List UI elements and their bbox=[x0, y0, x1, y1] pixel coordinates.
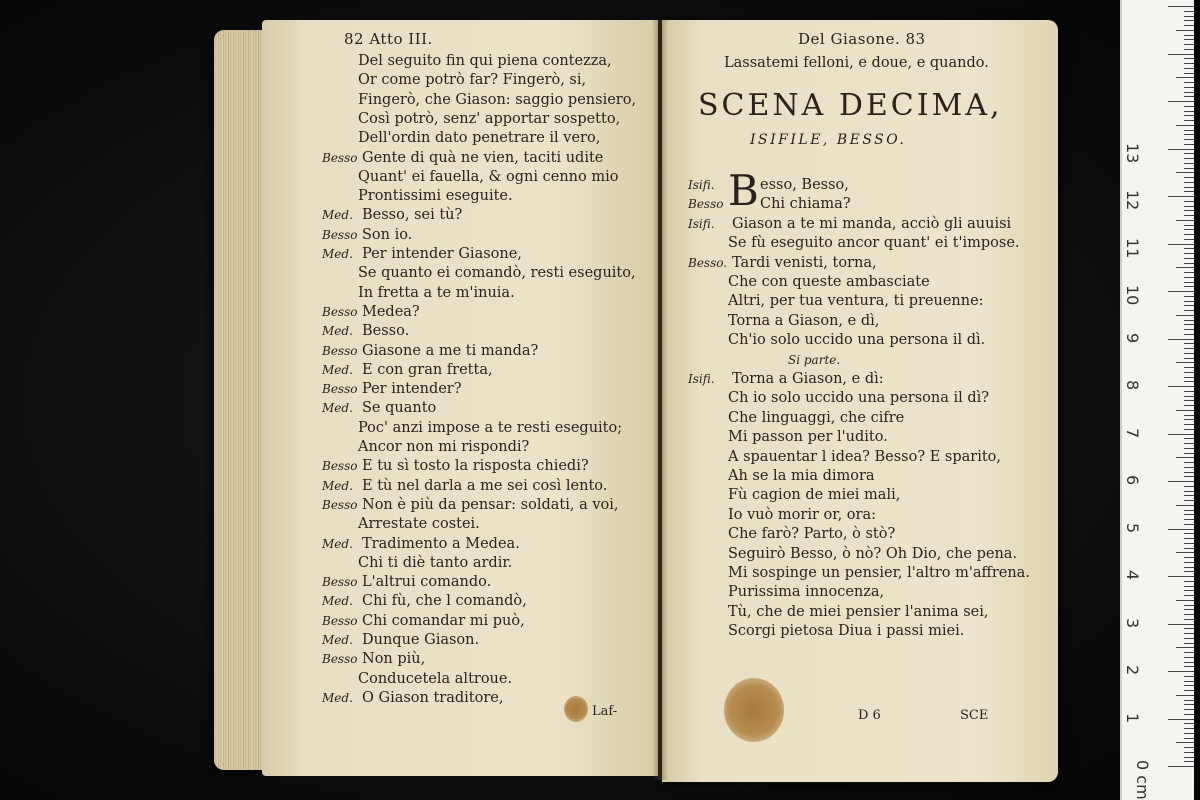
ruler-tick bbox=[1184, 343, 1194, 344]
ruler-tick bbox=[1184, 258, 1194, 259]
ruler-tick bbox=[1168, 529, 1194, 530]
ruler-tick bbox=[1184, 310, 1194, 311]
ruler-unit-label: 0 cm bbox=[1133, 760, 1152, 800]
verse-line: Che con queste ambasciate bbox=[728, 274, 930, 290]
ruler-tick bbox=[1176, 77, 1194, 78]
ruler-tick bbox=[1184, 320, 1194, 321]
ruler-tick bbox=[1168, 101, 1194, 102]
verse-line: Io vuò morir or, ora: bbox=[728, 506, 877, 523]
book-gutter bbox=[652, 20, 668, 780]
ruler-tick bbox=[1184, 115, 1194, 116]
speaker-label: Med. bbox=[322, 401, 353, 416]
ruler-tick bbox=[1184, 87, 1194, 88]
ruler-tick bbox=[1184, 16, 1194, 17]
ruler-tick bbox=[1184, 225, 1194, 226]
ruler-tick bbox=[1184, 187, 1194, 188]
verse-line: Giasone a me ti manda? bbox=[362, 342, 539, 359]
verse-line: Or come potrò far? Fingerò, si, bbox=[358, 72, 587, 89]
speaker-label: Besso bbox=[322, 575, 358, 590]
ruler-tick bbox=[1184, 609, 1194, 610]
speaker-label: Besso bbox=[322, 459, 358, 474]
ruler-number: 11 bbox=[1123, 237, 1142, 258]
ruler-tick bbox=[1184, 415, 1194, 416]
verse-line: Mi passon per l'udito. bbox=[728, 429, 888, 446]
ruler-tick bbox=[1184, 144, 1194, 145]
verse-line: Che linguaggi, che cifre bbox=[728, 409, 905, 426]
ruler-tick bbox=[1176, 647, 1194, 648]
ruler-tick bbox=[1168, 624, 1194, 625]
ruler-tick bbox=[1184, 510, 1194, 511]
ruler-tick bbox=[1184, 277, 1194, 278]
ruler-tick bbox=[1184, 633, 1194, 634]
ruler-tick bbox=[1168, 54, 1194, 55]
right-first-line: Lassatemi felloni, e doue, e quando. bbox=[724, 55, 989, 71]
ruler-tick bbox=[1184, 728, 1194, 729]
verse-line: Tardi venisti, torna, bbox=[732, 254, 877, 271]
ruler-tick bbox=[1184, 761, 1194, 762]
verse-line: O Giason traditore, bbox=[362, 689, 504, 706]
speaker-label: Med. bbox=[322, 594, 353, 609]
ruler-number: 6 bbox=[1123, 475, 1142, 486]
ruler-tick bbox=[1184, 358, 1194, 359]
ruler-tick bbox=[1184, 738, 1194, 739]
scene-characters: ISIFILE, BESSO. bbox=[750, 132, 907, 148]
ruler-tick bbox=[1184, 11, 1194, 12]
ruler-tick bbox=[1184, 733, 1194, 734]
ruler-tick bbox=[1184, 92, 1194, 93]
ruler-tick bbox=[1184, 567, 1194, 568]
ruler-tick bbox=[1184, 163, 1194, 164]
measurement-ruler bbox=[1120, 0, 1194, 800]
ruler-tick bbox=[1168, 719, 1194, 720]
ruler-tick bbox=[1184, 595, 1194, 596]
ruler-tick bbox=[1184, 533, 1194, 534]
verse-line: Se fù eseguito ancor quant' ei t'impose. bbox=[728, 235, 1020, 252]
speaker-label: Besso bbox=[322, 304, 358, 319]
speaker-label: Besso bbox=[322, 343, 358, 358]
verse-line: Dell'ordin dato penetrare il vero, bbox=[358, 130, 601, 147]
ruler-tick bbox=[1168, 339, 1194, 340]
ruler-tick bbox=[1184, 486, 1194, 487]
ruler-tick bbox=[1184, 106, 1194, 107]
ruler-tick bbox=[1184, 20, 1194, 21]
ruler-tick bbox=[1184, 524, 1194, 525]
right-page-header: Del Giasone. 83 bbox=[798, 30, 926, 48]
ruler-tick bbox=[1184, 419, 1194, 420]
verse-line: Quant' ei fauella, & ogni cenno mio bbox=[358, 168, 619, 185]
verse-line: Ch'io solo uccido una persona il dì. bbox=[728, 332, 986, 349]
ruler-tick bbox=[1184, 400, 1194, 401]
verse-line: Dunque Giason. bbox=[362, 632, 480, 648]
water-stain bbox=[724, 678, 784, 742]
ruler-tick bbox=[1184, 495, 1194, 496]
ruler-tick bbox=[1184, 605, 1194, 606]
verse-line: Seguirò Besso, ò nò? Oh Dio, che pena. bbox=[728, 545, 1018, 562]
ruler-tick bbox=[1168, 434, 1194, 435]
ruler-tick bbox=[1184, 500, 1194, 501]
speaker-label: Besso bbox=[322, 613, 358, 628]
ruler-tick bbox=[1184, 519, 1194, 520]
verse-line: Non più, bbox=[362, 651, 426, 668]
verse-line: Altri, per tua ventura, ti preuenne: bbox=[728, 293, 984, 310]
ruler-tick bbox=[1168, 6, 1194, 7]
verse-line: In fretta a te m'inuia. bbox=[358, 284, 515, 301]
ruler-tick bbox=[1184, 462, 1194, 463]
verse-line: Giason a te mi manda, acciò gli auuisi bbox=[732, 215, 1012, 232]
verse-line: Per intender? bbox=[362, 381, 462, 398]
ruler-tick bbox=[1168, 671, 1194, 672]
ruler-tick bbox=[1184, 590, 1194, 591]
ruler-tick bbox=[1184, 329, 1194, 330]
ruler-number: 4 bbox=[1123, 570, 1142, 581]
speaker-label: Med. bbox=[322, 362, 353, 377]
verse-line: E con gran fretta, bbox=[362, 361, 493, 378]
ruler-tick bbox=[1184, 690, 1194, 691]
ruler-tick bbox=[1184, 619, 1194, 620]
verse-line: Besso. bbox=[362, 323, 410, 340]
ruler-tick bbox=[1176, 457, 1194, 458]
verse-line: Ch io solo uccido una persona il dì? bbox=[728, 390, 990, 407]
ruler-tick bbox=[1184, 643, 1194, 644]
ruler-tick bbox=[1184, 296, 1194, 297]
verse-line: Poc' anzi impose a te resti eseguito; bbox=[358, 419, 623, 436]
ruler-tick bbox=[1176, 410, 1194, 411]
verse-line: A spauentar l idea? Besso? E sparito, bbox=[728, 448, 1002, 465]
ruler-tick bbox=[1184, 662, 1194, 663]
verse-line: E tù nel darla a me sei così lento. bbox=[362, 477, 608, 494]
verse-line: Chi chiama? bbox=[760, 196, 851, 213]
verse-line: Torna a Giason, e dì, bbox=[728, 312, 880, 329]
ruler-tick bbox=[1184, 676, 1194, 677]
speaker-label: Med. bbox=[322, 247, 353, 261]
ruler-tick bbox=[1184, 130, 1194, 131]
ruler-tick bbox=[1184, 571, 1194, 572]
ruler-tick bbox=[1184, 377, 1194, 378]
verse-line: Mi sospinge un pensier, l'altro m'affrena. bbox=[728, 565, 1030, 581]
verse-line: E tu sì tosto la risposta chiedi? bbox=[362, 458, 589, 475]
speaker-label: Med. bbox=[322, 633, 353, 647]
speaker-label: Med. bbox=[322, 208, 353, 223]
ruler-tick bbox=[1184, 453, 1194, 454]
ruler-tick bbox=[1184, 652, 1194, 653]
right-catchword: SCE bbox=[960, 708, 989, 723]
ruler-tick bbox=[1184, 120, 1194, 121]
ruler-tick bbox=[1184, 472, 1194, 473]
ruler-tick bbox=[1184, 396, 1194, 397]
speaker-label: Besso bbox=[322, 652, 358, 667]
ruler-tick bbox=[1184, 709, 1194, 710]
verse-line: Chi fù, che l comandò, bbox=[362, 593, 527, 610]
left-page bbox=[262, 20, 658, 776]
verse-line: Son io. bbox=[362, 226, 413, 243]
speaker-label: Besso bbox=[322, 382, 358, 397]
ruler-tick bbox=[1184, 348, 1194, 349]
ruler-tick bbox=[1184, 666, 1194, 667]
ruler-number: 13 bbox=[1123, 142, 1142, 163]
ruler-tick bbox=[1184, 443, 1194, 444]
ruler-tick bbox=[1184, 158, 1194, 159]
ruler-tick bbox=[1184, 272, 1194, 273]
ruler-tick bbox=[1184, 491, 1194, 492]
ruler-tick bbox=[1176, 505, 1194, 506]
ruler-number: 7 bbox=[1123, 427, 1142, 438]
speaker-label: Med. bbox=[322, 324, 353, 339]
ruler-number: 1 bbox=[1123, 712, 1142, 723]
ruler-tick bbox=[1184, 714, 1194, 715]
ruler-tick bbox=[1184, 35, 1194, 36]
ruler-tick bbox=[1184, 628, 1194, 629]
verse-line: Gente di quà ne vien, taciti udite bbox=[362, 149, 604, 166]
ruler-tick bbox=[1184, 424, 1194, 425]
ruler-tick bbox=[1176, 172, 1194, 173]
ruler-tick bbox=[1184, 206, 1194, 207]
ruler-number: 5 bbox=[1123, 522, 1142, 533]
ruler-tick bbox=[1184, 723, 1194, 724]
verse-line: L'altrui comando. bbox=[362, 574, 492, 591]
ruler-tick bbox=[1184, 44, 1194, 45]
ruler-tick bbox=[1176, 695, 1194, 696]
ruler-tick bbox=[1184, 286, 1194, 287]
verse-line: Torna a Giason, e dì: bbox=[732, 371, 884, 387]
ruler-tick bbox=[1184, 448, 1194, 449]
ruler-tick bbox=[1184, 182, 1194, 183]
ruler-tick bbox=[1176, 267, 1194, 268]
drop-capital: B bbox=[728, 166, 759, 215]
verse-line: Ah se la mia dimora bbox=[728, 468, 875, 484]
speaker-label: Isifi. bbox=[688, 178, 715, 192]
ruler-number: 12 bbox=[1123, 190, 1142, 211]
ruler-tick bbox=[1184, 562, 1194, 563]
ruler-tick bbox=[1184, 704, 1194, 705]
ruler-tick bbox=[1184, 614, 1194, 615]
ruler-number: 2 bbox=[1123, 665, 1142, 676]
ruler-tick bbox=[1184, 514, 1194, 515]
verse-line: Ancor non mi rispondi? bbox=[358, 439, 530, 455]
ruler-tick bbox=[1184, 111, 1194, 112]
ruler-tick bbox=[1168, 481, 1194, 482]
ruler-tick bbox=[1184, 324, 1194, 325]
verse-line: Chi comandar mi può, bbox=[362, 612, 525, 629]
ruler-tick bbox=[1184, 381, 1194, 382]
verse-line: Medea? bbox=[362, 303, 420, 320]
verse-line: Besso, sei tù? bbox=[362, 207, 463, 224]
verse-line: Conducetela altroue. bbox=[358, 670, 513, 687]
ruler-tick bbox=[1184, 700, 1194, 701]
speaker-label: Besso bbox=[322, 150, 358, 165]
ruler-tick bbox=[1184, 747, 1194, 748]
ruler-tick bbox=[1184, 229, 1194, 230]
ruler-number: 8 bbox=[1123, 380, 1142, 391]
verse-line: Per intender Giasone, bbox=[362, 246, 522, 262]
ruler-tick bbox=[1168, 386, 1194, 387]
ruler-tick bbox=[1184, 681, 1194, 682]
speaker-label: Besso bbox=[688, 197, 724, 212]
ruler-tick bbox=[1184, 82, 1194, 83]
ruler-tick bbox=[1184, 685, 1194, 686]
verse-line: Fingerò, che Giason: saggio pensiero, bbox=[358, 91, 637, 108]
ruler-tick bbox=[1184, 538, 1194, 539]
verse-line: Purissima innocenza, bbox=[728, 584, 885, 601]
ruler-tick bbox=[1184, 586, 1194, 587]
ruler-tick bbox=[1168, 196, 1194, 197]
verse-line: Scorgi pietosa Diua i passi miei. bbox=[728, 623, 965, 640]
ruler-tick bbox=[1184, 405, 1194, 406]
ruler-tick bbox=[1184, 429, 1194, 430]
ruler-tick bbox=[1176, 125, 1194, 126]
ruler-tick bbox=[1184, 153, 1194, 154]
ruler-tick bbox=[1168, 576, 1194, 577]
ruler-tick bbox=[1184, 391, 1194, 392]
left-page-header: 82 Atto III. bbox=[344, 30, 433, 48]
ruler-tick bbox=[1184, 177, 1194, 178]
ruler-tick bbox=[1168, 244, 1194, 245]
verse-line: Così potrò, senz' apportar sospetto, bbox=[358, 110, 621, 127]
speaker-label: Isifi. bbox=[688, 216, 715, 231]
ruler-tick bbox=[1184, 63, 1194, 64]
ruler-tick bbox=[1184, 191, 1194, 192]
ruler-tick bbox=[1184, 58, 1194, 59]
verse-line: Chi ti diè tanto ardir. bbox=[358, 554, 513, 571]
ruler-number: 9 bbox=[1123, 332, 1142, 343]
speaker-label: Isifi. bbox=[688, 372, 715, 386]
speaker-label: Besso. bbox=[688, 255, 728, 270]
ruler-tick bbox=[1176, 315, 1194, 316]
ruler-tick bbox=[1184, 239, 1194, 240]
ruler-tick bbox=[1184, 581, 1194, 582]
ruler-tick bbox=[1184, 476, 1194, 477]
ruler-tick bbox=[1176, 600, 1194, 601]
verse-line: Se quanto ei comandò, resti eseguito, bbox=[358, 265, 636, 282]
ruler-tick bbox=[1184, 201, 1194, 202]
ruler-tick bbox=[1168, 766, 1194, 767]
verse-line: Fù cagion de miei mali, bbox=[728, 487, 901, 504]
left-catchword: Laf- bbox=[592, 704, 618, 719]
verse-line: esso, Besso, bbox=[760, 177, 849, 193]
ink-stain bbox=[564, 696, 588, 722]
ruler-tick bbox=[1184, 248, 1194, 249]
ruler-tick bbox=[1184, 39, 1194, 40]
ruler-number: 3 bbox=[1123, 617, 1142, 628]
ruler-tick bbox=[1184, 557, 1194, 558]
ruler-tick bbox=[1184, 372, 1194, 373]
ruler-tick bbox=[1184, 96, 1194, 97]
speaker-label: Med. bbox=[322, 536, 353, 551]
ruler-tick bbox=[1176, 362, 1194, 363]
speaker-label: Besso bbox=[322, 227, 358, 242]
verse-line: Arrestate costei. bbox=[358, 516, 480, 533]
verse-line: Prontissimi eseguite. bbox=[358, 188, 513, 205]
ruler-tick bbox=[1184, 49, 1194, 50]
ruler-tick bbox=[1184, 752, 1194, 753]
verse-line: Che farò? Parto, ò stò? bbox=[728, 526, 896, 543]
scene-title: SCENA DECIMA, bbox=[698, 88, 1003, 123]
verse-line: Del seguito fin qui piena contezza, bbox=[358, 53, 612, 69]
ruler-tick bbox=[1184, 305, 1194, 306]
ruler-tick bbox=[1184, 168, 1194, 169]
right-page bbox=[662, 20, 1058, 782]
ruler-tick bbox=[1184, 73, 1194, 74]
ruler-tick bbox=[1176, 742, 1194, 743]
ruler-tick bbox=[1184, 438, 1194, 439]
ruler-tick bbox=[1184, 68, 1194, 69]
ruler-tick bbox=[1184, 334, 1194, 335]
ruler-tick bbox=[1168, 149, 1194, 150]
ruler-tick bbox=[1184, 263, 1194, 264]
ruler-tick bbox=[1184, 757, 1194, 758]
ruler-tick bbox=[1184, 301, 1194, 302]
ruler-tick bbox=[1184, 210, 1194, 211]
ruler-tick bbox=[1184, 543, 1194, 544]
ruler-tick bbox=[1184, 353, 1194, 354]
verse-line: Si parte. bbox=[788, 352, 841, 367]
ruler-number: 10 bbox=[1123, 285, 1142, 306]
ruler-tick bbox=[1176, 552, 1194, 553]
speaker-label: Besso bbox=[322, 497, 358, 512]
verse-line: Tradimento a Medea. bbox=[362, 535, 520, 552]
ruler-tick bbox=[1184, 139, 1194, 140]
ruler-tick bbox=[1184, 253, 1194, 254]
ruler-tick bbox=[1184, 134, 1194, 135]
ruler-tick bbox=[1168, 291, 1194, 292]
ruler-tick bbox=[1184, 215, 1194, 216]
verse-line: Non è più da pensar: soldati, a voi, bbox=[362, 496, 619, 513]
ruler-tick bbox=[1184, 25, 1194, 26]
page-edges bbox=[214, 30, 266, 770]
speaker-label: Med. bbox=[322, 690, 353, 705]
ruler-tick bbox=[1184, 282, 1194, 283]
verse-line: Tù, che de miei pensier l'anima sei, bbox=[728, 603, 989, 620]
speaker-label: Med. bbox=[322, 478, 353, 493]
ruler-tick bbox=[1184, 367, 1194, 368]
verse-line: Se quanto bbox=[362, 400, 437, 417]
ruler-tick bbox=[1184, 548, 1194, 549]
ruler-tick bbox=[1184, 234, 1194, 235]
ruler-tick bbox=[1176, 220, 1194, 221]
signature-mark: D 6 bbox=[858, 708, 881, 723]
ruler-tick bbox=[1184, 467, 1194, 468]
ruler-tick bbox=[1176, 30, 1194, 31]
ruler-tick bbox=[1184, 638, 1194, 639]
ruler-tick bbox=[1184, 657, 1194, 658]
